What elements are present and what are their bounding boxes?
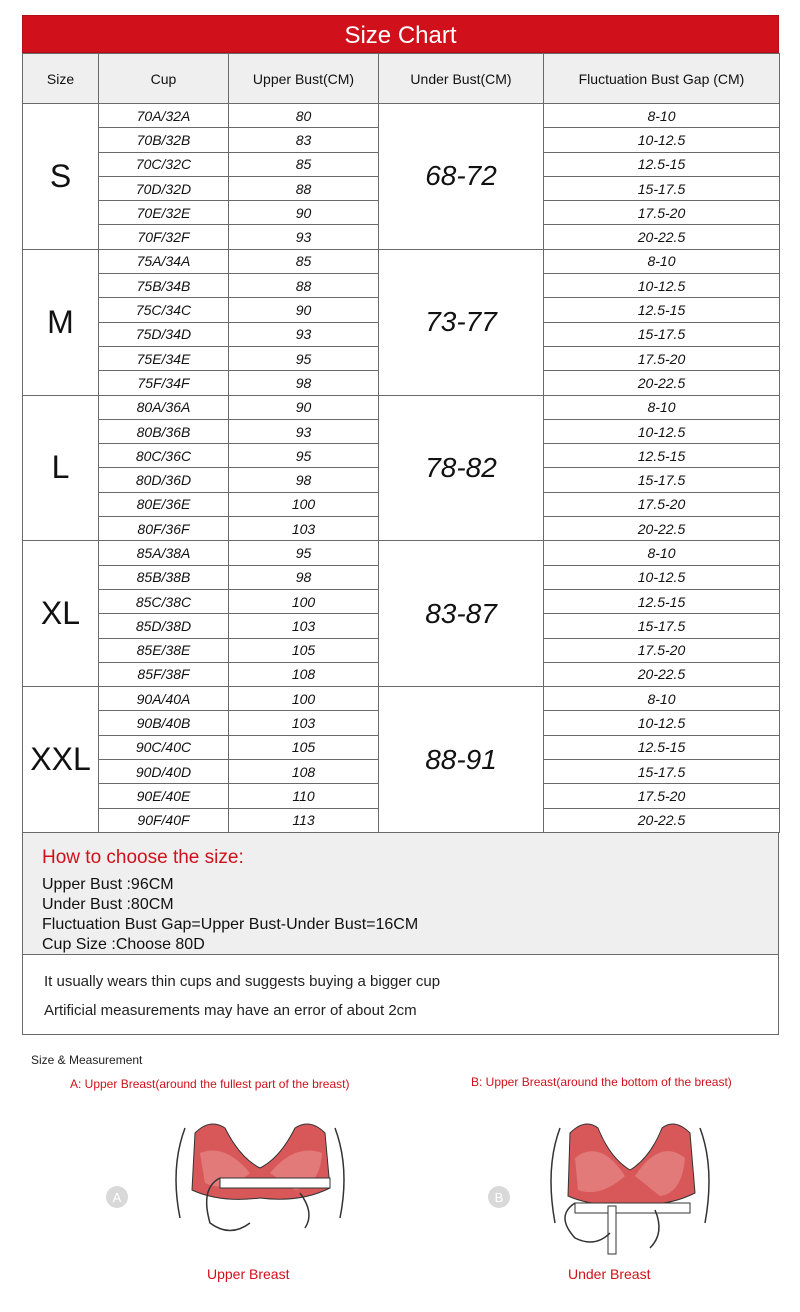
- size-label: XL: [23, 541, 99, 687]
- under-bust-cell: 68-72: [379, 104, 544, 250]
- cup-cell: 85C/38C: [99, 589, 229, 613]
- cup-cell: 85A/38A: [99, 541, 229, 565]
- caption-b: B: Upper Breast(around the bottom of the breast): [471, 1075, 732, 1089]
- howto-cup-size: Cup Size :Choose 80D: [42, 935, 205, 953]
- fluctuation-gap-cell: 10-12.5: [544, 565, 780, 589]
- tape-measure: [220, 1178, 330, 1188]
- measurement-title: Size & Measurement: [31, 1053, 143, 1067]
- cup-cell: 90C/40C: [99, 735, 229, 759]
- cup-cell: 90F/40F: [99, 808, 229, 832]
- label-under-breast: Under Breast: [568, 1266, 651, 1282]
- upper-bust-cell: 108: [229, 662, 379, 686]
- size-label: M: [23, 249, 99, 395]
- cup-cell: 80D/36D: [99, 468, 229, 492]
- fluctuation-gap-cell: 20-22.5: [544, 808, 780, 832]
- chart-title: Size Chart: [22, 15, 779, 53]
- upper-bust-cell: 93: [229, 322, 379, 346]
- fluctuation-gap-cell: 12.5-15: [544, 444, 780, 468]
- cup-cell: 70D/32D: [99, 176, 229, 200]
- fluctuation-gap-cell: 8-10: [544, 541, 780, 565]
- cup-cell: 75D/34D: [99, 322, 229, 346]
- upper-bust-cell: 105: [229, 735, 379, 759]
- cup-cell: 90E/40E: [99, 784, 229, 808]
- table-header-row: [23, 54, 780, 104]
- fluctuation-gap-cell: 15-17.5: [544, 760, 780, 784]
- cup-cell: 70F/32F: [99, 225, 229, 249]
- header-fluctuation-gap: Fluctuation Bust Gap (CM): [544, 54, 780, 104]
- cup-cell: 70A/32A: [99, 104, 229, 128]
- upper-bust-cell: 83: [229, 128, 379, 152]
- upper-bust-cell: 85: [229, 152, 379, 176]
- under-bust-cell: 73-77: [379, 249, 544, 395]
- header-under-bust: Under Bust(CM): [379, 54, 544, 104]
- fluctuation-gap-cell: 20-22.5: [544, 225, 780, 249]
- fluctuation-gap-cell: 17.5-20: [544, 346, 780, 370]
- fluctuation-gap-cell: 8-10: [544, 249, 780, 273]
- upper-bust-cell: 93: [229, 419, 379, 443]
- upper-bust-cell: 103: [229, 614, 379, 638]
- upper-bust-cell: 110: [229, 784, 379, 808]
- how-to-choose-panel: [22, 833, 779, 955]
- upper-bust-cell: 88: [229, 274, 379, 298]
- upper-bust-cell: 93: [229, 225, 379, 249]
- header-size: Size: [23, 54, 99, 104]
- fluctuation-gap-cell: 17.5-20: [544, 492, 780, 516]
- note-thin-cups: It usually wears thin cups and suggests buying a bigger cup: [44, 972, 441, 990]
- cup-cell: 75F/34F: [99, 371, 229, 395]
- tape-measure-end: [608, 1206, 616, 1254]
- upper-bust-cell: 90: [229, 298, 379, 322]
- cup-cell: 75A/34A: [99, 249, 229, 273]
- howto-upper-bust: Upper Bust :96CM: [42, 875, 174, 893]
- cup-cell: 80C/36C: [99, 444, 229, 468]
- fluctuation-gap-cell: 15-17.5: [544, 614, 780, 638]
- upper-bust-cell: 108: [229, 760, 379, 784]
- size-label: XXL: [23, 687, 99, 833]
- upper-bust-cell: 100: [229, 687, 379, 711]
- fluctuation-gap-cell: 20-22.5: [544, 371, 780, 395]
- upper-bust-cell: 113: [229, 808, 379, 832]
- cup-cell: 75E/34E: [99, 346, 229, 370]
- size-label: S: [23, 104, 99, 250]
- upper-bust-cell: 85: [229, 249, 379, 273]
- cup-cell: 70B/32B: [99, 128, 229, 152]
- under-bust-cell: 78-82: [379, 395, 544, 541]
- upper-bust-cell: 103: [229, 711, 379, 735]
- header-cup: Cup: [99, 54, 229, 104]
- fluctuation-gap-cell: 12.5-15: [544, 735, 780, 759]
- upper-bust-cell: 95: [229, 541, 379, 565]
- fluctuation-gap-cell: 8-10: [544, 395, 780, 419]
- fluctuation-gap-cell: 10-12.5: [544, 274, 780, 298]
- fluctuation-gap-cell: 15-17.5: [544, 322, 780, 346]
- upper-bust-cell: 103: [229, 517, 379, 541]
- upper-bust-cell: 98: [229, 371, 379, 395]
- upper-bust-cell: 95: [229, 346, 379, 370]
- cup-cell: 75C/34C: [99, 298, 229, 322]
- cup-cell: 80E/36E: [99, 492, 229, 516]
- table-row: [23, 395, 780, 419]
- size-table: [22, 53, 780, 833]
- cup-cell: 80A/36A: [99, 395, 229, 419]
- figure-upper-breast: [100, 1098, 430, 1268]
- upper-bust-cell: 90: [229, 201, 379, 225]
- fluctuation-gap-cell: 12.5-15: [544, 298, 780, 322]
- cup-cell: 70C/32C: [99, 152, 229, 176]
- note-measurement-error: Artificial measurements may have an error of about 2cm: [44, 1001, 417, 1019]
- cup-cell: 70E/32E: [99, 201, 229, 225]
- size-label: L: [23, 395, 99, 541]
- cup-cell: 90D/40D: [99, 760, 229, 784]
- fluctuation-gap-cell: 20-22.5: [544, 662, 780, 686]
- hand-right: [300, 1193, 309, 1228]
- figure-under-breast: [480, 1098, 800, 1268]
- upper-bust-cell: 100: [229, 589, 379, 613]
- upper-bust-cell: 98: [229, 565, 379, 589]
- cup-cell: 90A/40A: [99, 687, 229, 711]
- fluctuation-gap-cell: 12.5-15: [544, 589, 780, 613]
- fluctuation-gap-cell: 12.5-15: [544, 152, 780, 176]
- header-upper-bust: Upper Bust(CM): [229, 54, 379, 104]
- fluctuation-gap-cell: 17.5-20: [544, 201, 780, 225]
- notes-panel: [22, 955, 779, 1035]
- fluctuation-gap-cell: 10-12.5: [544, 419, 780, 443]
- fluctuation-gap-cell: 8-10: [544, 687, 780, 711]
- cup-cell: 90B/40B: [99, 711, 229, 735]
- table-row: [23, 249, 780, 273]
- fluctuation-gap-cell: 17.5-20: [544, 638, 780, 662]
- caption-a: A: Upper Breast(around the fullest part of the breast): [70, 1077, 350, 1091]
- badge-a-letter: A: [112, 1190, 122, 1205]
- cup-cell: 80F/36F: [99, 517, 229, 541]
- table-row: [23, 687, 780, 711]
- cup-cell: 85E/38E: [99, 638, 229, 662]
- fluctuation-gap-cell: 8-10: [544, 104, 780, 128]
- cup-cell: 80B/36B: [99, 419, 229, 443]
- tape-measure: [575, 1203, 690, 1213]
- cup-cell: 75B/34B: [99, 274, 229, 298]
- under-bust-cell: 83-87: [379, 541, 544, 687]
- size-chart: [22, 15, 779, 1035]
- howto-fluctuation-gap: Fluctuation Bust Gap=Upper Bust-Under Bust=16CM: [42, 915, 419, 933]
- upper-bust-cell: 80: [229, 104, 379, 128]
- upper-bust-cell: 88: [229, 176, 379, 200]
- table-row: [23, 541, 780, 565]
- fluctuation-gap-cell: 15-17.5: [544, 176, 780, 200]
- cup-cell: 85D/38D: [99, 614, 229, 638]
- table-row: [23, 104, 780, 128]
- upper-bust-cell: 100: [229, 492, 379, 516]
- upper-bust-cell: 105: [229, 638, 379, 662]
- upper-bust-cell: 90: [229, 395, 379, 419]
- howto-under-bust: Under Bust :80CM: [42, 895, 174, 913]
- upper-bust-cell: 95: [229, 444, 379, 468]
- under-bust-cell: 88-91: [379, 687, 544, 833]
- hand-right: [650, 1210, 659, 1248]
- fluctuation-gap-cell: 20-22.5: [544, 517, 780, 541]
- upper-bust-cell: 98: [229, 468, 379, 492]
- fluctuation-gap-cell: 10-12.5: [544, 711, 780, 735]
- fluctuation-gap-cell: 17.5-20: [544, 784, 780, 808]
- how-to-choose-title: How to choose the size:: [42, 846, 244, 868]
- fluctuation-gap-cell: 15-17.5: [544, 468, 780, 492]
- fluctuation-gap-cell: 10-12.5: [544, 128, 780, 152]
- cup-cell: 85F/38F: [99, 662, 229, 686]
- label-upper-breast: Upper Breast: [207, 1266, 290, 1282]
- cup-cell: 85B/38B: [99, 565, 229, 589]
- badge-b-letter: B: [494, 1190, 504, 1205]
